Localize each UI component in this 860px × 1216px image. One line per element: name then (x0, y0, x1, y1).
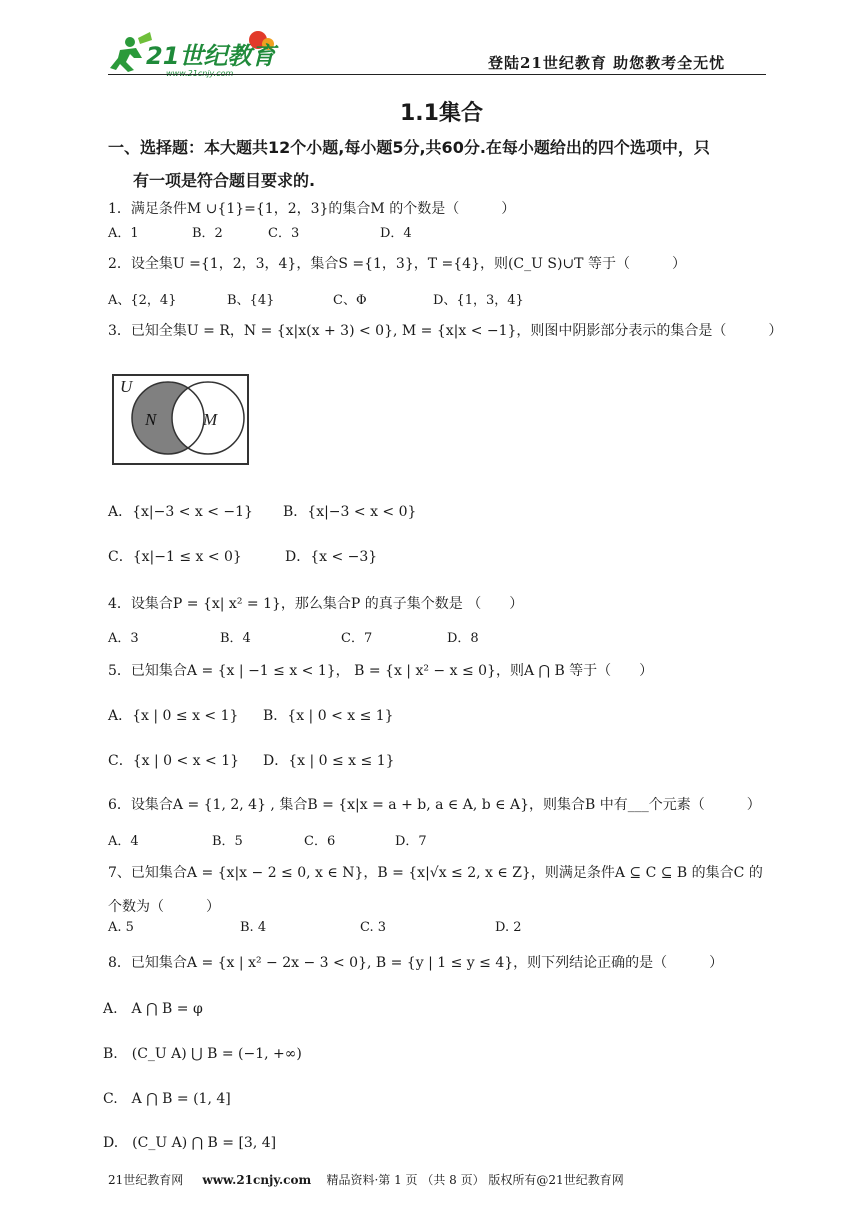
q6-option-c: C．6 (304, 834, 336, 849)
q7-option-d: D. 2 (495, 920, 522, 935)
question-8-stem: 8．已知集合A = {x | x² − 2x − 3 < 0}, B = {y | 1 ≤ y ≤ 4}，则下列结论正确的是（ ） (108, 955, 724, 971)
q2-option-d: D、{1，3，4} (433, 293, 524, 308)
question-2-stem: 2．设全集U ={1，2，3，4}，集合S ={1，3}，T ={4}，则(C_U S)∪T 等于（ ） (108, 256, 686, 272)
q6-option-b: B．5 (212, 834, 243, 849)
footer-url[interactable]: www.21cnjy.com (202, 1173, 312, 1187)
question-3-stem: 3．已知全集U = R，N = {x|x(x + 3) < 0}, M = {x|x < −1}，则图中阴影部分表示的集合是（ ） (108, 323, 783, 339)
q1-option-d: D．4 (380, 226, 412, 241)
page-footer (108, 1171, 624, 1188)
q3-option-c: C．{x|−1 ≤ x < 0} (108, 549, 242, 565)
question-6-stem: 6．设集合A = {1, 2, 4} , 集合B = {x|x = a + b, a ∈ A, b ∈ A}，则集合B 中有___个元素（ ） (108, 797, 761, 813)
q3-option-a: A．{x|−3 < x < −1} (108, 504, 253, 520)
q3-option-b: B．{x|−3 < x < 0} (283, 504, 417, 520)
q5-option-a: A．{x | 0 ≤ x < 1} (108, 708, 239, 724)
logo-text: 21世纪教育 (146, 42, 276, 70)
q8-option-d: D. (C_U A) ⋂ B = [3, 4] (103, 1135, 277, 1151)
section-heading-line1: 一、选择题：本大题共12个小题,每小题5分,共60分.在每小题给出的四个选项中，只 (108, 138, 710, 157)
q7-option-a: A. 5 (108, 920, 134, 935)
q7-option-b: B. 4 (240, 920, 267, 935)
q1-option-c: C．3 (268, 226, 300, 241)
logo-url: www.21cnjy.com (166, 69, 234, 78)
page-title: 1.1集合 (400, 101, 483, 126)
q5-option-c: C．{x | 0 < x < 1} (108, 753, 240, 769)
footer-text: 精品资料·第 1 页 （共 8 页） 版权所有@21世纪教育网 (326, 1173, 624, 1187)
q6-option-d: D．7 (395, 834, 427, 849)
question-1-stem: 1．满足条件M ∪{1}={1，2，3}的集合M 的个数是（ ） (108, 201, 516, 217)
header-divider (108, 74, 766, 75)
q3-option-d: D．{x < −3} (285, 549, 378, 565)
venn-label-n: N (145, 410, 157, 429)
question-7-stem-line2: 个数为（ ） (108, 899, 220, 915)
q2-option-a: A、{2，4} (108, 293, 177, 308)
q1-option-a: A．1 (108, 226, 139, 241)
q4-option-a: A．3 (108, 631, 139, 646)
q5-option-b: B．{x | 0 < x ≤ 1} (263, 708, 394, 724)
q6-option-a: A．4 (108, 834, 139, 849)
q1-option-b: B．2 (192, 226, 223, 241)
site-logo (108, 28, 283, 80)
q4-option-c: C．7 (341, 631, 373, 646)
q4-option-d: D．8 (447, 631, 479, 646)
question-7-stem-line1: 7、已知集合A = {x|x − 2 ≤ 0, x ∈ N}，B = {x|√x ≤ 2, x ∈ Z}，则满足条件A ⊆ C ⊆ B 的集合C 的 (108, 865, 763, 881)
q4-option-b: B．4 (220, 631, 251, 646)
question-4-stem: 4．设集合P = {x| x² = 1}，那么集合P 的真子集个数是 （ ） (108, 596, 524, 612)
question-5-stem: 5．已知集合A = {x | −1 ≤ x < 1}， B = {x | x² − x ≤ 0}，则A ⋂ B 等于（ ） (108, 663, 654, 679)
q7-option-c: C. 3 (360, 920, 387, 935)
venn-label-u: U (120, 377, 133, 396)
q2-option-b: B、{4} (227, 293, 275, 308)
footer-site-name: 21世纪教育网 (108, 1173, 184, 1187)
venn-diagram (112, 374, 250, 466)
section-heading-line2: 有一项是符合题目要求的. (133, 171, 316, 190)
q8-option-a: A. A ⋂ B = φ (103, 1001, 203, 1017)
q5-option-d: D．{x | 0 ≤ x ≤ 1} (263, 753, 395, 769)
venn-label-m: M (203, 410, 218, 429)
q8-option-b: B. (C_U A) ⋃ B = (−1, +∞) (103, 1046, 302, 1062)
header-slogan: 登陆21世纪教育 助您教考全无忧 (488, 54, 726, 72)
q2-option-c: C、Φ (333, 293, 367, 308)
q8-option-c: C. A ⋂ B = (1, 4] (103, 1091, 231, 1107)
